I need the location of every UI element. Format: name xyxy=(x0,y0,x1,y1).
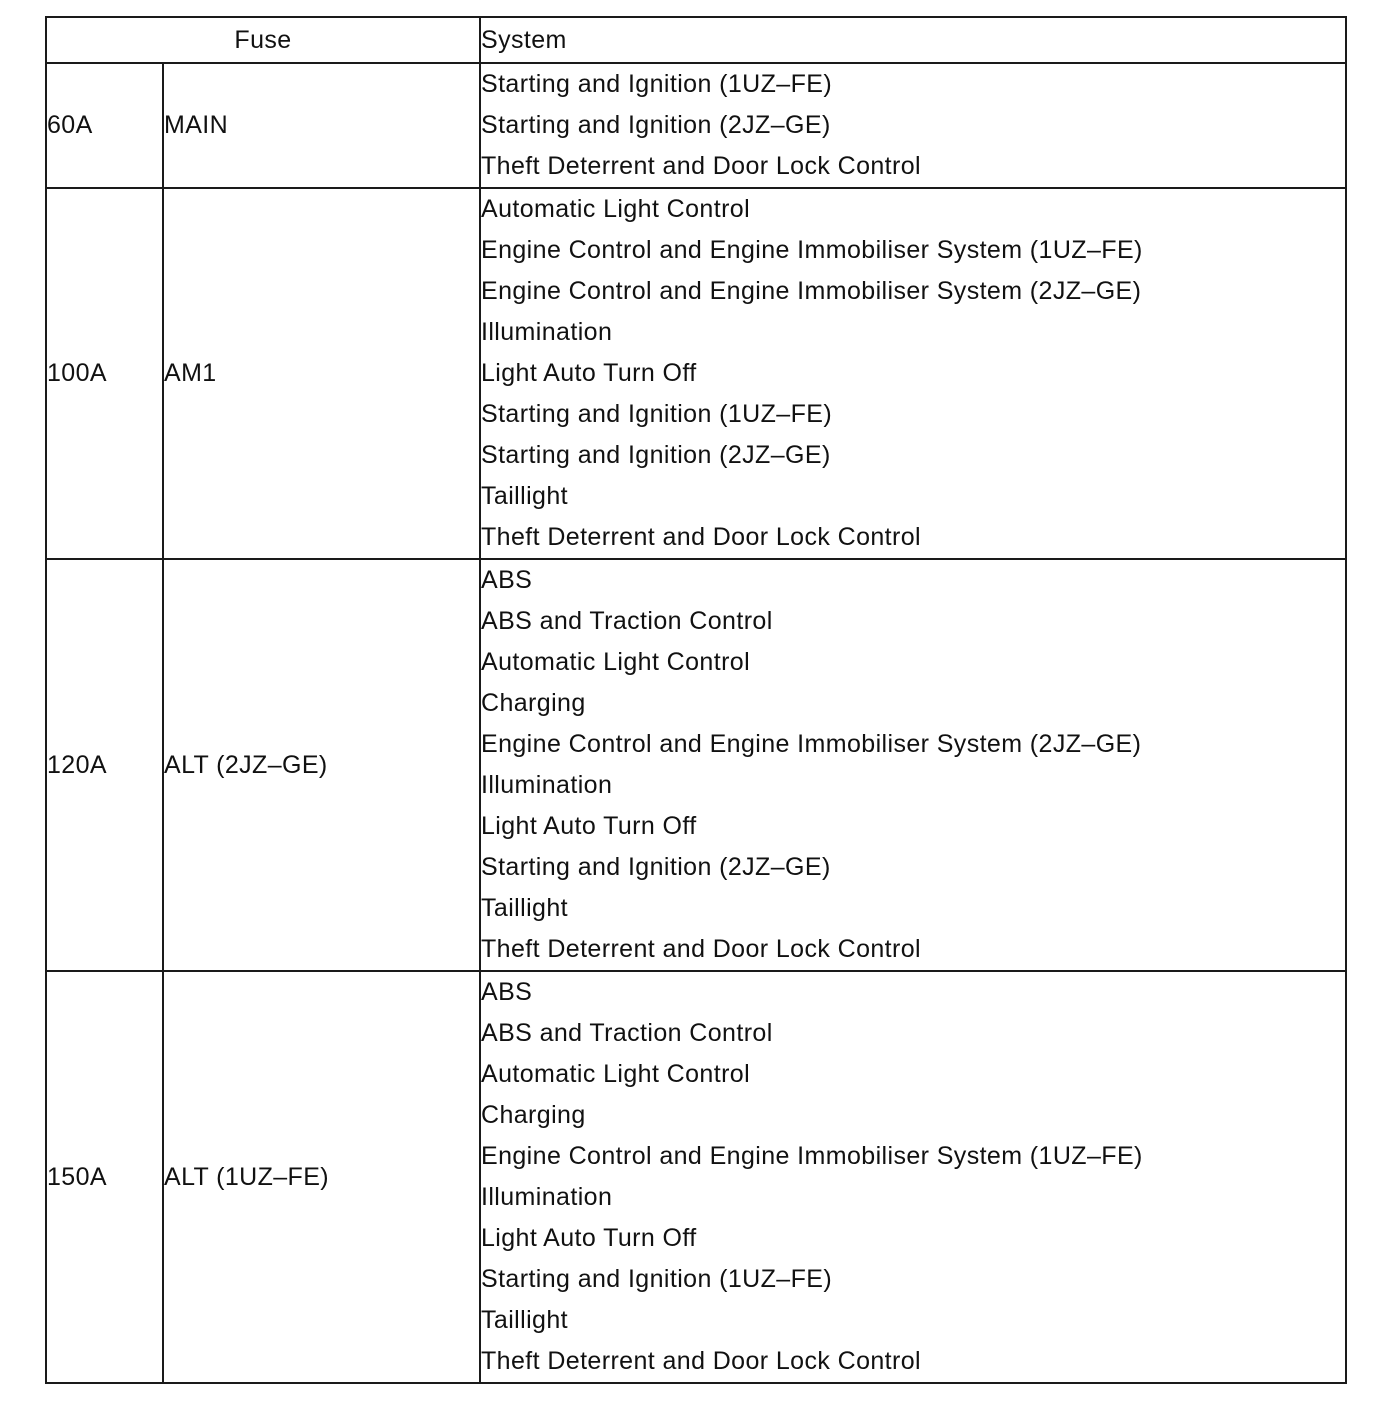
system-item: Light Auto Turn Off xyxy=(481,812,697,840)
system-list xyxy=(480,188,1346,559)
system-item: Illumination xyxy=(481,318,613,346)
system-item: Taillight xyxy=(481,1306,568,1334)
fuse-name: AM1 xyxy=(163,188,480,559)
system-item: Illumination xyxy=(481,1183,613,1211)
system-item: Charging xyxy=(481,689,586,717)
system-item: Illumination xyxy=(481,771,613,799)
table-row xyxy=(46,63,1346,188)
system-item: Starting and Ignition (2JZ–GE) xyxy=(481,853,831,881)
system-item: ABS and Traction Control xyxy=(481,607,773,635)
fuse-amperage: 60A xyxy=(46,63,163,188)
system-item: Engine Control and Engine Immobiliser System (2JZ–GE) xyxy=(481,277,1142,305)
system-item: Engine Control and Engine Immobiliser System (1UZ–FE) xyxy=(481,1142,1143,1170)
system-item: Starting and Ignition (1UZ–FE) xyxy=(481,1265,833,1293)
system-list xyxy=(480,63,1346,188)
system-item: Charging xyxy=(481,1101,586,1129)
header-row xyxy=(46,17,1346,63)
system-item: Taillight xyxy=(481,482,568,510)
system-item: Engine Control and Engine Immobiliser System (1UZ–FE) xyxy=(481,236,1143,264)
system-item: Theft Deterrent and Door Lock Control xyxy=(481,1347,922,1375)
fuse-name: ALT (1UZ–FE) xyxy=(163,971,480,1383)
system-item: Automatic Light Control xyxy=(481,648,751,676)
system-item: Starting and Ignition (1UZ–FE) xyxy=(481,70,833,98)
fuse-column-header: Fuse xyxy=(46,17,480,63)
system-item: Theft Deterrent and Door Lock Control xyxy=(481,523,922,551)
system-list xyxy=(480,971,1346,1383)
system-item: Theft Deterrent and Door Lock Control xyxy=(481,152,922,180)
table-row xyxy=(46,188,1346,559)
fuse-amperage: 150A xyxy=(46,971,163,1383)
fuse-name: ALT (2JZ–GE) xyxy=(163,559,480,971)
fuse-amperage: 120A xyxy=(46,559,163,971)
table-row xyxy=(46,971,1346,1383)
fuse-name: MAIN xyxy=(163,63,480,188)
system-column-header: System xyxy=(480,17,1346,63)
system-item: ABS and Traction Control xyxy=(481,1019,773,1047)
system-list xyxy=(480,559,1346,971)
system-item: ABS xyxy=(481,566,533,594)
table-row xyxy=(46,559,1346,971)
table-body xyxy=(46,63,1346,1383)
fuse-amperage: 100A xyxy=(46,188,163,559)
system-item: Automatic Light Control xyxy=(481,195,751,223)
system-item: Light Auto Turn Off xyxy=(481,1224,697,1252)
system-item: Automatic Light Control xyxy=(481,1060,751,1088)
system-item: Engine Control and Engine Immobiliser System (2JZ–GE) xyxy=(481,730,1142,758)
system-item: Taillight xyxy=(481,894,568,922)
system-item: Starting and Ignition (2JZ–GE) xyxy=(481,111,831,139)
system-item: ABS xyxy=(481,978,533,1006)
fuse-system-table xyxy=(45,16,1347,1384)
system-item: Light Auto Turn Off xyxy=(481,359,697,387)
system-item: Starting and Ignition (1UZ–FE) xyxy=(481,400,833,428)
system-item: Theft Deterrent and Door Lock Control xyxy=(481,935,922,963)
system-item: Starting and Ignition (2JZ–GE) xyxy=(481,441,831,469)
